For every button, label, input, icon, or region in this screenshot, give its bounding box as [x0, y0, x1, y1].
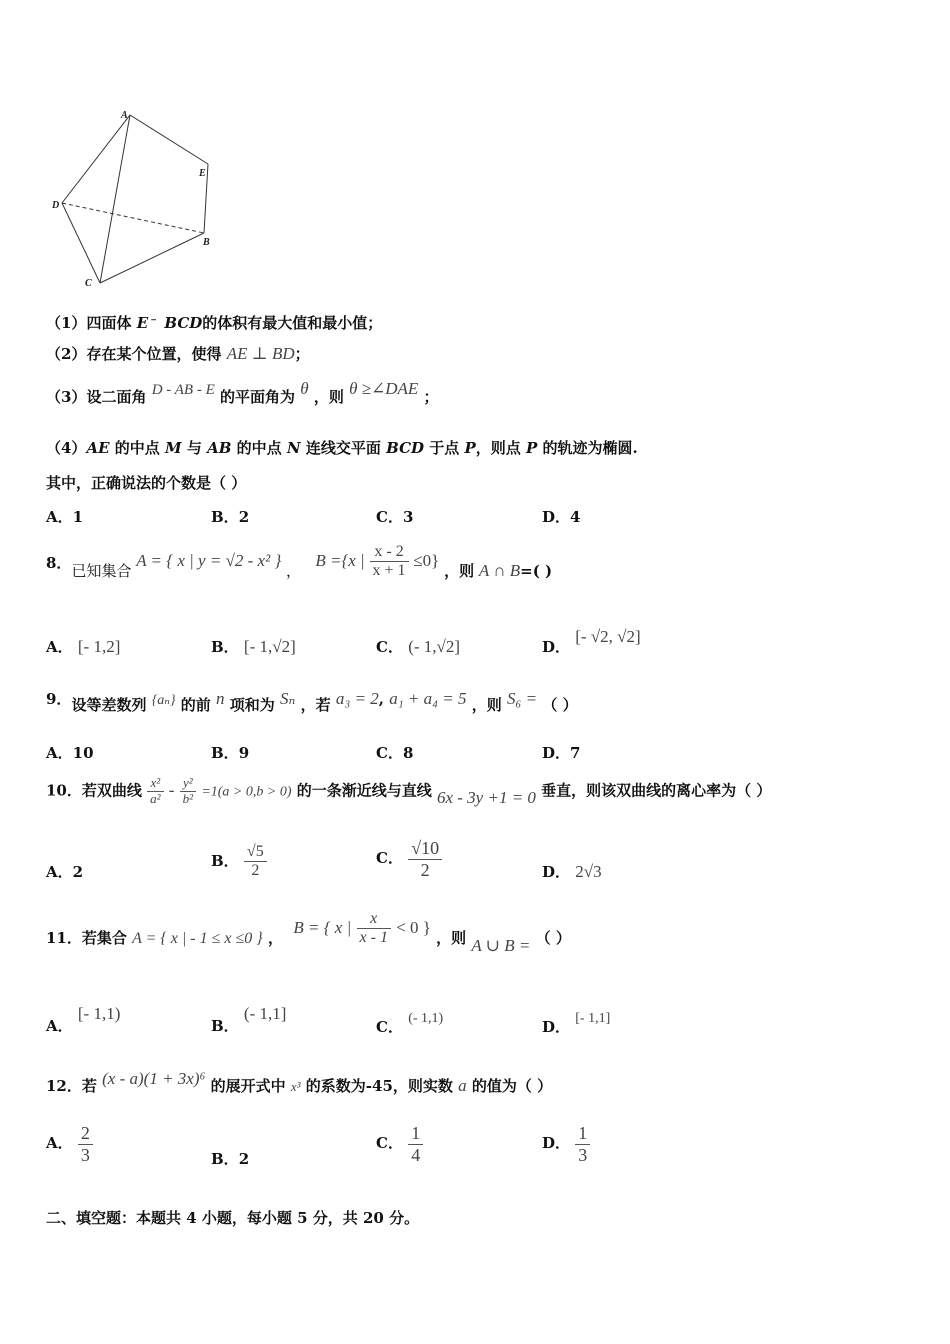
q11-question: 11．若集合 A = { x | - 1 ≤ x ≤0 } ， B = { x | $\frac{x}{x - 1}$ < 0 } ，则 A ∪ B = （ ） — [46, 910, 571, 955]
q10-fraction-x: $\frac{\text{x²}}{\text{a²}}$ — [147, 776, 163, 807]
q11-option-d[interactable]: D． [- 1,1] — [542, 1011, 611, 1036]
q9-option-d[interactable]: D．7 — [542, 744, 581, 762]
q9-option-b[interactable]: B．9 — [211, 744, 250, 762]
q8-setB-fraction: $\frac{x - 2}{x + 1}$ — [370, 543, 409, 581]
q12-question: 12．若 (x - a)(1 + 3x)⁶ 的展开式中 x³ 的系数为-45，则实数 a 的值为（ ） — [46, 1069, 553, 1095]
q10-question: 10．若双曲线 $\frac{\text{x²}}{\text{a²}}$ - $\frac{\text{y²}}{\text{b²}}$ =1(a > 0,b > 0) 的一条渐近线与直线 6x - 3y +1 = 0 垂直，则该双曲线的离心率为（ ） — [46, 775, 772, 808]
q12-option-a-fraction: $\frac{2}{3}$ — [78, 1123, 93, 1165]
q7-question: 其中，正确说法的个数是（ ） — [46, 474, 247, 492]
q12-option-c-fraction: $\frac{1}{4}$ — [408, 1123, 423, 1165]
q10-option-b[interactable]: B． $\frac{√5}{2}$ — [211, 843, 267, 881]
q7-option-b[interactable]: B．2 — [211, 508, 250, 526]
q10-fraction-y: $\frac{\text{y²}}{\text{b²}}$ — [180, 776, 196, 807]
q7-statement-4: （4）AE 的中点 M 与 AB 的中点 N 连线交平面 BCD 于点 P，则点 P 的轨迹为椭圆. — [46, 439, 638, 457]
q9-option-a[interactable]: A．10 — [46, 744, 94, 762]
vertex-label-A: A — [121, 110, 128, 121]
edge-DB-dashed — [62, 203, 204, 233]
q9-option-c[interactable]: C．8 — [376, 744, 414, 762]
q7-option-d[interactable]: D．4 — [542, 508, 581, 526]
q7-statement-1: （1）四面体 E﹣ BCD的体积有最大值和最小值； — [46, 312, 383, 332]
edge-CB — [100, 233, 204, 283]
vertex-label-E: E — [199, 168, 206, 179]
q10-option-c-fraction: $\frac{√10}{2}$ — [408, 838, 442, 880]
q12-option-d[interactable]: D． $\frac{1}{3}$ — [542, 1123, 590, 1165]
q7-statement-2: （2）存在某个位置，使得 AE ⊥ BD； — [46, 344, 310, 363]
q10-option-d[interactable]: D． 2√3 — [542, 862, 602, 881]
edge-AC — [100, 115, 130, 283]
q8-option-b[interactable]: B． [- 1,√2] — [211, 637, 296, 656]
q12-option-c[interactable]: C． $\frac{1}{4}$ — [376, 1123, 423, 1165]
vertex-label-D: D — [52, 200, 60, 211]
q12-option-b[interactable]: B．2 — [211, 1150, 250, 1168]
q8-option-a[interactable]: A． [- 1,2] — [46, 637, 121, 656]
q11-option-b[interactable]: B． (- 1,1] — [211, 1004, 287, 1035]
q9-question: 9．设等差数列 {aₙ} 的前 n 项和为 Sₙ ，若 a₃ = 2, a₁ + a₄ = 5 ，则 S₆ = （ ） — [46, 689, 578, 714]
q8-question: 8．已知集合 A = { x | y = √2 - x² } ， B ={x | $\frac{x - 2}{x + 1}$ ≤0} ，则 A ∩ B=( ) — [46, 543, 553, 580]
q7-option-c[interactable]: C．3 — [376, 508, 414, 526]
q10-option-a[interactable]: A．2 — [46, 863, 84, 881]
edge-AD — [62, 115, 130, 203]
section-2-heading: 二、填空题：本题共 4 小题，每小题 5 分，共 20 分。 — [46, 1209, 420, 1227]
q7-option-a[interactable]: A．1 — [46, 508, 84, 526]
vertex-label-B: B — [203, 237, 210, 248]
edge-AE — [130, 115, 208, 164]
q11-option-a[interactable]: A． [- 1,1) — [46, 1004, 121, 1035]
edge-DC — [62, 203, 100, 283]
vertex-label-C: C — [85, 278, 92, 289]
q10-option-b-fraction: $\frac{√5}{2}$ — [244, 843, 267, 881]
q7-statement-3: （3）设二面角 D - AB - E 的平面角为 θ ，则 θ ≥∠DAE ； — [46, 379, 439, 406]
q11-setB-fraction: $\frac{x}{x - 1}$ — [357, 910, 391, 948]
q8-option-c[interactable]: C． (- 1,√2] — [376, 637, 461, 656]
tetrahedron-figure — [44, 102, 224, 292]
q12-option-d-fraction: $\frac{1}{3}$ — [575, 1123, 590, 1165]
q10-option-c[interactable]: C． $\frac{√10}{2}$ — [376, 838, 442, 880]
q12-option-a[interactable]: A． $\frac{2}{3}$ — [46, 1123, 93, 1165]
q11-option-c[interactable]: C． (- 1,1) — [376, 1011, 444, 1036]
q8-option-d[interactable]: D． [- √2, √2] — [542, 627, 641, 656]
